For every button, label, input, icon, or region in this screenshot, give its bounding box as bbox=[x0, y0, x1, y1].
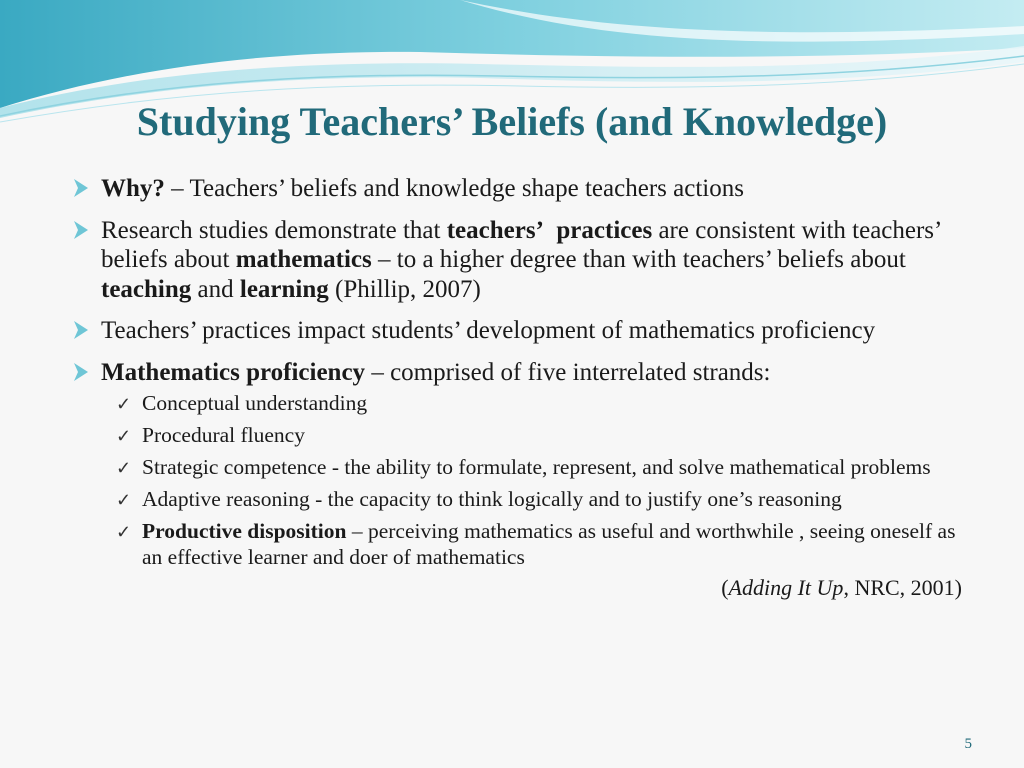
bullet-text: – Teachers’ beliefs and knowledge shape teachers actions bbox=[164, 175, 744, 202]
bullet-text bbox=[544, 217, 557, 244]
strands-list bbox=[72, 390, 972, 570]
bullet-research bbox=[72, 216, 972, 305]
checkmark-icon: ✓ bbox=[116, 458, 132, 478]
slide-content bbox=[72, 174, 972, 602]
citation-open: ( bbox=[721, 575, 729, 600]
bullet-text: (Phillip, 2007) bbox=[328, 275, 481, 303]
checkmark-icon: ✓ bbox=[116, 522, 132, 542]
strand-text: Strategic competence - the ability to formulate, represent, and solve mathematical problems bbox=[142, 455, 931, 479]
bullet-keyword: teaching bbox=[101, 275, 192, 303]
slide-title: Studying Teachers’ Beliefs (and Knowledge) bbox=[136, 99, 888, 144]
citation-rest: , NRC, 2001) bbox=[843, 575, 962, 600]
checkmark-icon: ✓ bbox=[116, 394, 132, 414]
citation-title: Adding It Up bbox=[728, 575, 844, 600]
bullet-keyword: Why? bbox=[101, 175, 165, 202]
list-item bbox=[72, 454, 972, 480]
strand-text: Adaptive reasoning - the capacity to think logically and to justify one’s reasoning bbox=[142, 487, 842, 511]
checkmark-icon: ✓ bbox=[116, 490, 132, 510]
bullet-text: and bbox=[191, 275, 240, 303]
bullet-text: are consistent with teachers’ beliefs about bbox=[101, 216, 941, 273]
page-number: 5 bbox=[964, 736, 972, 752]
bullet-keyword: mathematics bbox=[235, 246, 372, 273]
bullet-keyword: learning bbox=[239, 275, 329, 303]
citation bbox=[72, 574, 972, 602]
strand-text: – perceiving mathematics as useful and worthwhile , seeing oneself as an effective learner and doer of mathematics bbox=[142, 519, 956, 569]
bullet-why bbox=[72, 174, 972, 204]
strand-keyword: Productive disposition bbox=[142, 519, 347, 543]
bullet-keyword: teachers’ bbox=[446, 216, 544, 244]
bullet-proficiency bbox=[72, 358, 972, 388]
strand-text: Conceptual understanding bbox=[142, 391, 368, 415]
strand-text: Procedural fluency bbox=[142, 423, 305, 447]
list-item bbox=[72, 486, 972, 512]
arrow-bullet-icon bbox=[72, 178, 90, 198]
arrow-bullet-icon bbox=[72, 320, 90, 340]
bullet-keyword: practices bbox=[556, 216, 653, 244]
arrow-bullet-icon bbox=[72, 220, 90, 240]
bullet-text: – comprised of five interrelated strands: bbox=[365, 358, 771, 386]
list-item bbox=[72, 422, 972, 448]
list-item bbox=[72, 390, 972, 416]
bullet-text: Teachers’ practices impact students’ development of mathematics proficiency bbox=[101, 317, 876, 344]
list-item bbox=[72, 518, 972, 570]
arrow-bullet-icon bbox=[72, 362, 90, 382]
bullet-text: Research studies demonstrate that bbox=[101, 216, 447, 244]
bullet-text: – to a higher degree than with teachers’ beliefs about bbox=[371, 246, 906, 273]
bullet-practices bbox=[72, 316, 972, 346]
checkmark-icon: ✓ bbox=[116, 426, 132, 446]
bullet-keyword: Mathematics proficiency bbox=[101, 358, 366, 386]
